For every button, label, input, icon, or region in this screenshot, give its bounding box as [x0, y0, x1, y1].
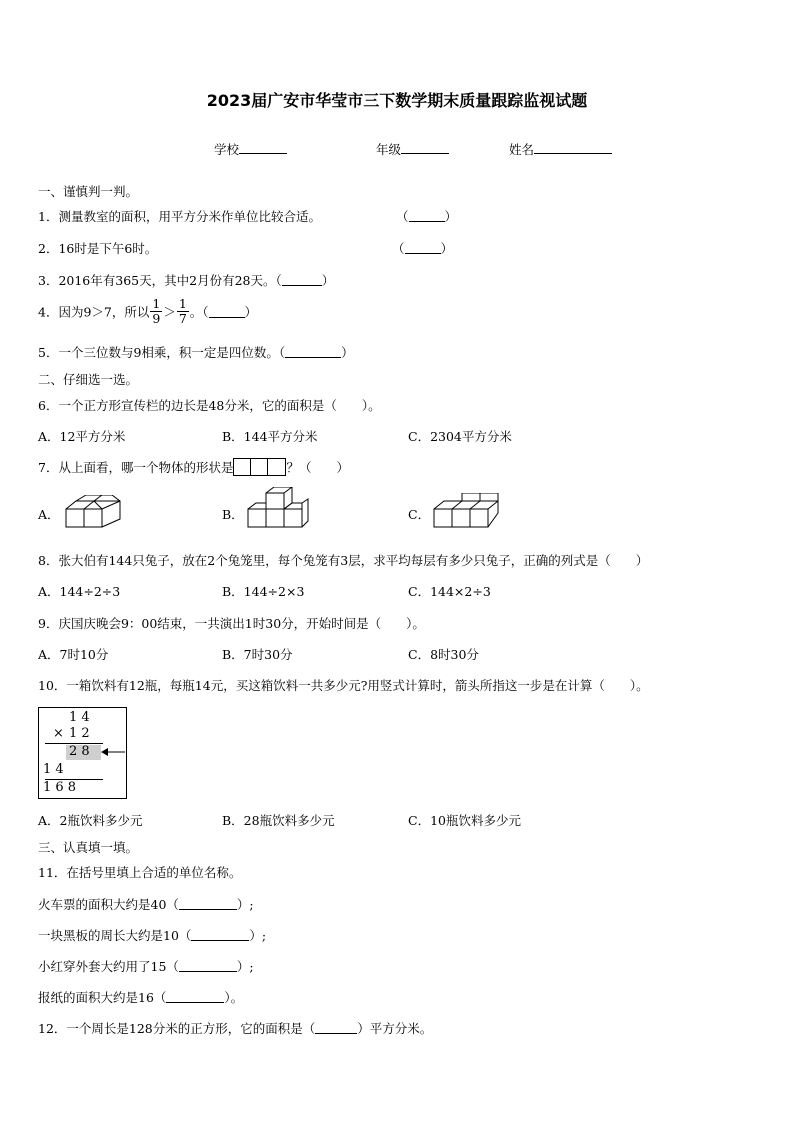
section-2-heading: 二、仔细选一选。	[38, 372, 139, 387]
name-label: 姓名	[509, 142, 535, 157]
fraction-1-7: $\frac{1}{7}$	[178, 296, 187, 326]
arrow-left-icon	[101, 747, 125, 757]
question-11: 11．在括号里填上合适的单位名称。	[38, 865, 242, 880]
q6-option-b[interactable]: B．144平方分米	[222, 429, 318, 444]
q9-option-a[interactable]: A．7时10分	[38, 647, 109, 662]
school-field[interactable]	[214, 140, 287, 158]
q2-blank[interactable]	[405, 242, 441, 254]
section-3-heading: 三、认真填一填。	[38, 840, 139, 855]
q9-option-b[interactable]: B．7时30分	[222, 647, 293, 662]
q5-blank[interactable]	[285, 346, 341, 358]
q11-blank-1[interactable]	[179, 898, 237, 910]
q10-option-a[interactable]: A．2瓶饮料多少元	[38, 813, 143, 828]
page-title: 2023届广安市华莹市三下数学期末质量跟踪监视试题	[206, 91, 588, 110]
grade-blank[interactable]	[401, 141, 449, 154]
question-10: 10．一箱饮料有12瓶，每瓶14元，买这箱饮料一共多少元?用竖式计算时，箭头所指这一步是在计算（ ）。	[38, 678, 649, 693]
q6-option-a[interactable]: A．12平方分米	[38, 429, 126, 444]
grade-label: 年级	[376, 142, 402, 157]
q10-option-b[interactable]: B．28瓶饮料多少元	[222, 813, 335, 828]
q6-option-c[interactable]: C．2304平方分米	[408, 429, 512, 444]
question-1: 1．测量教室的面积，用平方分米作单位比较合适。	[38, 209, 321, 224]
question-9: 9．庆国庆晚会9：00结束，一共演出1时30分，开始时间是（ ）。	[38, 616, 425, 631]
question-4: 4．因为9＞7，所以 $\frac{1}{9}$ ＞ $\frac{1}{7}$ 。（ ）	[38, 296, 258, 326]
q9-option-c[interactable]: C．8时30分	[408, 647, 479, 662]
top-view-shape-icon	[233, 458, 286, 476]
q8-option-a[interactable]: A．144÷2÷3	[38, 584, 121, 599]
q2-answer[interactable]: （ ）	[392, 241, 454, 256]
vertical-multiplication: 1 4 × 1 2 2 8 1 4 1 6 8	[38, 707, 127, 799]
q12-blank[interactable]	[315, 1022, 357, 1034]
q1-blank[interactable]	[409, 210, 445, 222]
fraction-1-9: $\frac{1}{9}$	[152, 296, 161, 326]
q11-blank-3[interactable]	[179, 960, 237, 972]
q11-item-2: 一块黑板的周长大约是10（ ）;	[38, 928, 267, 943]
q4-blank[interactable]	[209, 306, 245, 318]
question-5: 5．一个三位数与9相乘，积一定是四位数。（ ）	[38, 345, 354, 360]
cubes-a-icon	[62, 495, 124, 529]
question-2: 2．16时是下午6时。	[38, 241, 158, 256]
q8-option-b[interactable]: B．144÷2×3	[222, 584, 305, 599]
question-3: 3．2016年有365天，其中2月份有28天。（ ）	[38, 273, 335, 288]
question-12: 12．一个周长是128分米的正方形，它的面积是（ ）平方分米。	[38, 1021, 433, 1036]
section-1-heading: 一、谨慎判一判。	[38, 184, 139, 199]
q8-option-c[interactable]: C．144×2÷3	[408, 584, 491, 599]
name-field[interactable]	[509, 140, 612, 158]
q11-blank-2[interactable]	[191, 929, 249, 941]
question-6: 6．一个正方形宣传栏的边长是48分米，它的面积是（ ）。	[38, 398, 381, 413]
q11-item-1: 火车票的面积大约是40（ ）;	[38, 897, 254, 912]
school-blank[interactable]	[239, 141, 287, 154]
q11-item-4: 报纸的面积大约是16（ ）。	[38, 990, 244, 1005]
school-label: 学校	[214, 142, 240, 157]
name-blank[interactable]	[534, 141, 612, 154]
question-7: 7．从上面看，哪一个物体的形状是 ？（ ）	[38, 460, 349, 475]
q11-item-3: 小红穿外套大约用了15（ ）;	[38, 959, 254, 974]
grade-field[interactable]	[376, 140, 449, 158]
q11-blank-4[interactable]	[166, 991, 224, 1003]
q10-option-c[interactable]: C．10瓶饮料多少元	[408, 813, 521, 828]
cubes-b-icon	[246, 487, 310, 529]
question-8: 8．张大伯有144只兔子，放在2个兔笼里，每个兔笼有3层，求平均每层有多少只兔子，正确的列式是（ ）	[38, 553, 649, 568]
cubes-c-icon	[432, 493, 504, 529]
q3-blank[interactable]	[282, 274, 322, 286]
q1-answer[interactable]: （ ）	[396, 209, 458, 224]
